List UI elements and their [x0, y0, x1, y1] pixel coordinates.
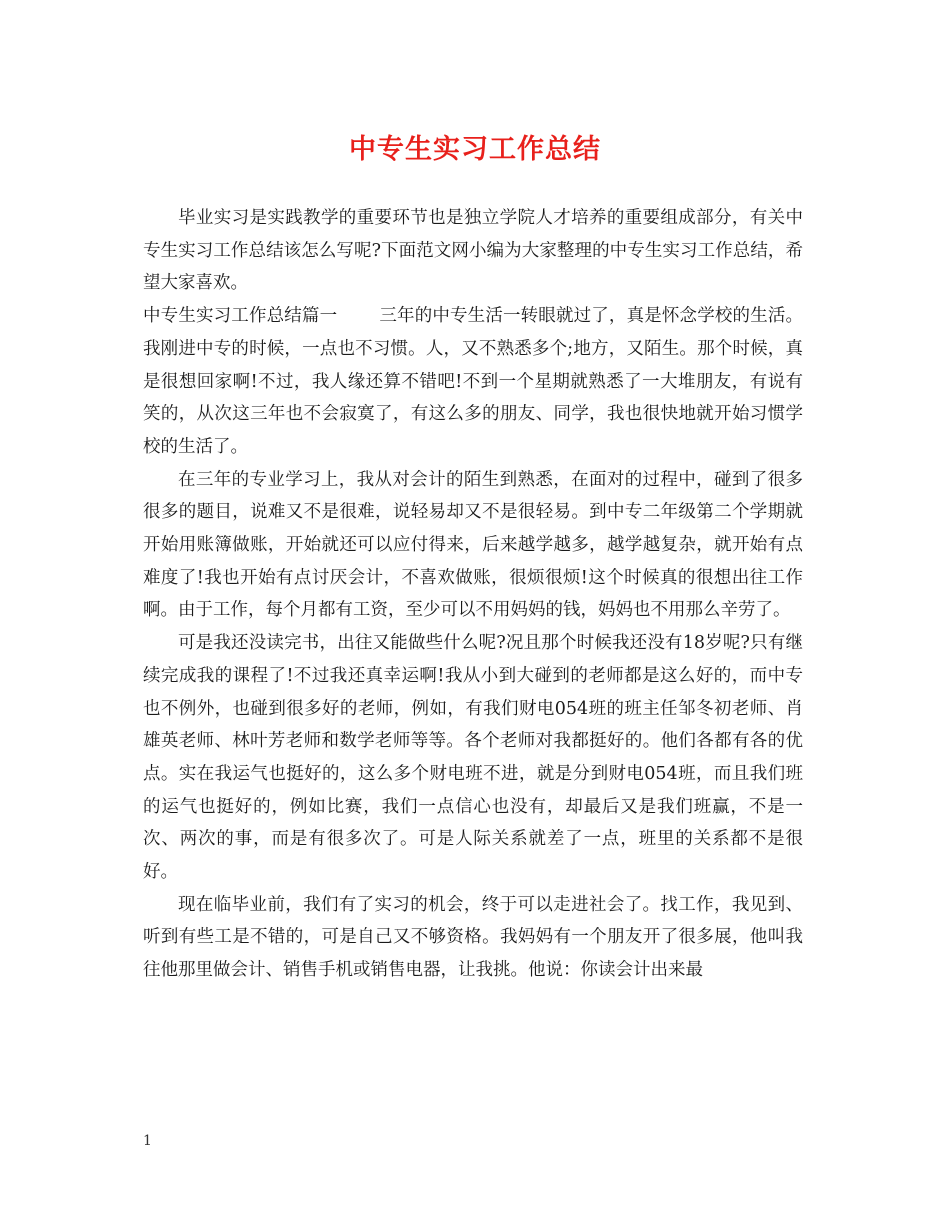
- paragraph-text: 三年的中专生活一转眼就过了，真是怀念学校的生活。我刚进中专的时候，一点也不习惯。人，又不熟悉多个;地方，又陌生。那个时候，真是很想回家啊!不过，我人缘还算不错吧!不到一个星期就熟悉了一大堆朋友，有说有笑的，从次这三年也不会寂寞了，有这么多的朋友、同学，我也很快地就开始习惯学校的生活了。: [143, 306, 804, 457]
- section-title: 中专生实习工作总结篇一: [143, 306, 338, 327]
- intro-paragraph: 毕业实习是实践教学的重要环节也是独立学院人才培养的重要组成部分，有关中专生实习工作总结该怎么写呢?下面范文网小编为大家整理的中专生实习工作总结，希望大家喜欢。: [143, 208, 803, 294]
- section-paragraph-1: [143, 300, 803, 464]
- page-number: 1: [143, 1133, 152, 1149]
- body-paragraph-3: 可是我还没读完书，出往又能做些什么呢?况且那个时候我还没有18岁呢?只有继续完成我的课程了!不过我还真幸运啊!我从小到大碰到的老师都是这么好的，而中专也不例外，也碰到很多好的老师，例如，有我们财电054班的班主任邹冬初老师、肖雄英老师、林叶芳老师和数学老师等等。各个老师对我都挺好的。他们各都有各的优点。实在我运气也挺好的，这么多个财电班不进，就是分到财电054班，而且我们班的运气也挺好的，例如比赛，我们一点信心也没有，却最后又是我们班赢，不是一次、两次的事，而是有很多次了。可是人际关系就差了一点，班里的关系都不是很好。: [143, 633, 803, 883]
- body-paragraph-2: 在三年的专业学习上，我从对会计的陌生到熟悉，在面对的过程中，碰到了很多很多的题目，说难又不是很难，说轻易却又不是很轻易。到中专二年级第二个学期就开始用账簿做账，开始就还可以应付得来，后来越学越多，越学越复杂，就开始有点难度了!我也开始有点讨厌会计，不喜欢做账，很烦很烦!这个时候真的很想出往工作啊。由于工作，每个月都有工资，至少可以不用妈妈的钱，妈妈也不用那么辛劳了。: [143, 469, 803, 621]
- document-body: [143, 202, 803, 987]
- body-paragraph-4: 现在临毕业前，我们有了实习的机会，终于可以走进社会了。找工作，我见到、听到有些工是不错的，可是自己又不够资格。我妈妈有一个朋友开了很多展，他叫我往他那里做会计、销售手机或销售电器，让我挑。他说：你读会计出来最: [143, 894, 803, 981]
- document-title: 中专生实习工作总结: [349, 134, 601, 165]
